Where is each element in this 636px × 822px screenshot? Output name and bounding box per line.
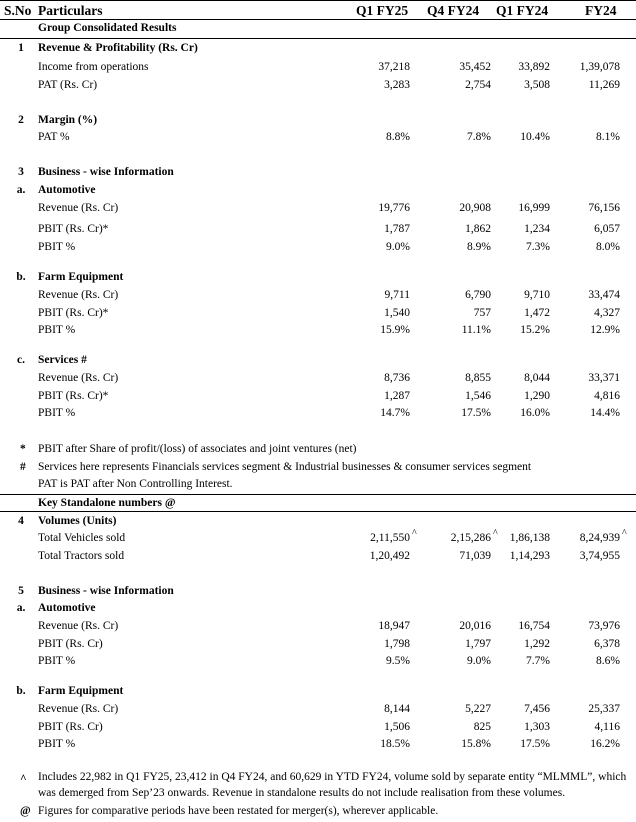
cell-q1fy25: 1,540 — [384, 307, 410, 319]
row-label: Revenue (Rs. Cr) — [38, 703, 119, 715]
subsection-title: Services # — [38, 354, 87, 366]
section-2-row — [0, 112, 636, 129]
cell-q4fy24: 35,452 — [459, 61, 491, 73]
table-row — [0, 59, 636, 76]
cell-fy24: 1,39,078 — [579, 61, 620, 73]
cell-fy24: 25,337 — [588, 703, 620, 715]
cell-q4fy24: 15.8% — [461, 738, 491, 750]
cell-q1fy24: 1,290 — [524, 390, 550, 402]
cell-q1fy24: 1,292 — [524, 638, 550, 650]
caret-marker: ^ — [622, 528, 627, 539]
subsection-title: Automotive — [38, 184, 96, 196]
section-number: 4 — [18, 515, 24, 527]
cell-q1fy24: 1,14,293 — [509, 550, 550, 562]
standalone-title-row — [0, 494, 636, 512]
cell-fy24: 3,74,955 — [579, 550, 620, 562]
cell-q1fy24: 16,754 — [518, 620, 550, 632]
table-header — [0, 0, 636, 20]
table-row — [0, 221, 636, 238]
row-label: Revenue (Rs. Cr) — [38, 289, 119, 301]
table-row — [0, 305, 636, 322]
section-title: Margin (%) — [38, 114, 98, 126]
section-5-row — [0, 583, 636, 600]
cell-q1fy24: 7.3% — [526, 241, 550, 253]
cell-q1fy24: 7.7% — [526, 655, 550, 667]
cell-q4fy24: 8.9% — [467, 241, 491, 253]
cell-q4fy24: 7.8% — [467, 131, 491, 143]
cell-q1fy25: 1,787 — [384, 223, 410, 235]
cell-q1fy24: 17.5% — [520, 738, 550, 750]
cell-q4fy24: 757 — [473, 307, 491, 319]
sno-header: S.No — [4, 3, 32, 18]
row-label: PBIT (Rs. Cr) — [38, 638, 103, 650]
cell-fy24: 16.2% — [590, 738, 620, 750]
col-q4fy24-header: Q4 FY24 — [427, 3, 480, 18]
table-row — [0, 388, 636, 405]
table-row — [0, 719, 636, 736]
row-label: PBIT % — [38, 655, 76, 667]
cell-q1fy25: 8,144 — [384, 703, 410, 715]
footnote-text: was demerged from Sep’23 onwards. Revenue in standalone results do not include realisation from these volumes. — [38, 787, 566, 799]
footnote-symbol: # — [20, 461, 26, 473]
table-row — [0, 370, 636, 387]
cell-q1fy25: 2,11,550 — [370, 532, 410, 544]
cell-q1fy24: 9,710 — [524, 289, 550, 301]
row-label: PBIT % — [38, 324, 76, 336]
row-label: Total Tractors sold — [38, 550, 125, 562]
footnote-text: PBIT after Share of profit/(loss) of associates and joint ventures (net) — [38, 443, 357, 455]
table-row — [0, 636, 636, 653]
col-q1fy25-header: Q1 FY25 — [356, 3, 409, 18]
subsection-letter: b. — [16, 271, 26, 283]
cell-fy24: 6,057 — [594, 223, 620, 235]
cell-fy24: 12.9% — [590, 324, 620, 336]
section-title: Business - wise Information — [38, 585, 174, 597]
row-label: PBIT (Rs. Cr) — [38, 721, 103, 733]
subsection-b-row — [0, 269, 636, 286]
cell-fy24: 8.0% — [596, 241, 620, 253]
row-label: PBIT (Rs. Cr)* — [38, 390, 109, 402]
cell-q1fy25: 1,798 — [384, 638, 410, 650]
table-row — [0, 129, 636, 146]
subsection-letter: a. — [16, 602, 26, 614]
row-label: Revenue (Rs. Cr) — [38, 620, 119, 632]
cell-q1fy25: 1,287 — [384, 390, 410, 402]
table-row — [0, 618, 636, 635]
footnote-text: Services here represents Financials services segment & Industrial businesses & consumer services segment — [38, 461, 532, 473]
caret-marker: ^ — [493, 528, 498, 539]
col-q1fy24-header: Q1 FY24 — [496, 3, 549, 18]
cell-q4fy24: 1,797 — [465, 638, 491, 650]
cell-q1fy25: 18,947 — [378, 620, 410, 632]
footnote — [0, 804, 636, 819]
cell-fy24: 33,371 — [588, 372, 620, 384]
table-row — [0, 200, 636, 217]
cell-fy24: 73,976 — [588, 620, 620, 632]
row-label: PAT % — [38, 131, 70, 143]
cell-q1fy24: 16.0% — [520, 407, 550, 419]
section-1-row — [0, 40, 636, 57]
cell-q4fy24: 1,546 — [465, 390, 491, 402]
footnote-text: Figures for comparative periods have been restated for merger(s), wherever applicable. — [38, 805, 439, 817]
cell-q4fy24: 11.1% — [461, 324, 491, 336]
cell-q1fy24: 15.2% — [520, 324, 550, 336]
section-number: 3 — [18, 166, 24, 178]
row-label: PBIT (Rs. Cr)* — [38, 307, 109, 319]
table-row — [0, 287, 636, 304]
table-row — [0, 405, 636, 422]
footnote-text: Includes 22,982 in Q1 FY25, 23,412 in Q4 FY24, and 60,629 in YTD FY24, volume sold by separate entity “MLMML”, which — [38, 771, 627, 783]
particulars-header: Particulars — [38, 3, 103, 18]
table-row — [0, 653, 636, 670]
footnote — [0, 460, 636, 475]
table-row — [0, 77, 636, 94]
footnote-symbol: ^ — [20, 773, 27, 785]
cell-fy24: 4,116 — [594, 721, 620, 733]
subsection-a-row — [0, 600, 636, 617]
cell-q1fy25: 8.8% — [386, 131, 410, 143]
cell-q1fy24: 1,86,138 — [509, 532, 550, 544]
row-label: PBIT % — [38, 738, 76, 750]
section-number: 2 — [18, 114, 24, 126]
cell-q1fy25: 9.5% — [386, 655, 410, 667]
row-label: PBIT % — [38, 241, 76, 253]
cell-q1fy25: 14.7% — [380, 407, 410, 419]
caret-marker: ^ — [412, 528, 417, 539]
cell-fy24: 4,816 — [594, 390, 620, 402]
footnote — [0, 442, 636, 457]
section-4-row — [0, 513, 636, 530]
cell-q1fy25: 19,776 — [378, 202, 410, 214]
cell-fy24: 8.1% — [596, 131, 620, 143]
cell-fy24: 8,24,939 — [579, 532, 620, 544]
cell-fy24: 6,378 — [594, 638, 620, 650]
subsection-c-row — [0, 352, 636, 369]
cell-fy24: 33,474 — [588, 289, 620, 301]
footnote-symbol: @ — [20, 805, 31, 817]
table-row — [0, 736, 636, 753]
group-title: Group Consolidated Results — [38, 22, 177, 34]
cell-q1fy25: 9.0% — [386, 241, 410, 253]
cell-q1fy24: 1,234 — [524, 223, 550, 235]
footnote-text: PAT is PAT after Non Controlling Interest. — [38, 478, 233, 490]
cell-q1fy24: 16,999 — [518, 202, 550, 214]
cell-q4fy24: 20,016 — [459, 620, 491, 632]
subsection-letter: b. — [16, 685, 26, 697]
subsection-title: Farm Equipment — [38, 271, 124, 283]
row-label: Revenue (Rs. Cr) — [38, 372, 119, 384]
row-label: Revenue (Rs. Cr) — [38, 202, 119, 214]
row-label: PBIT (Rs. Cr)* — [38, 223, 109, 235]
cell-q1fy25: 8,736 — [384, 372, 410, 384]
cell-q1fy25: 1,20,492 — [369, 550, 410, 562]
row-label: PBIT % — [38, 407, 76, 419]
cell-q1fy24: 33,892 — [518, 61, 550, 73]
cell-q4fy24: 2,15,286 — [450, 532, 491, 544]
section-title: Revenue & Profitability (Rs. Cr) — [38, 42, 198, 54]
cell-q4fy24: 5,227 — [465, 703, 491, 715]
cell-q4fy24: 6,790 — [465, 289, 491, 301]
cell-q1fy24: 7,456 — [524, 703, 550, 715]
cell-q4fy24: 71,039 — [459, 550, 491, 562]
cell-q4fy24: 8,855 — [465, 372, 491, 384]
row-label: Income from operations — [38, 61, 149, 73]
cell-fy24: 4,327 — [594, 307, 620, 319]
subsection-title: Automotive — [38, 602, 96, 614]
group-title-row — [0, 20, 636, 39]
section-title: Business - wise Information — [38, 166, 174, 178]
cell-q4fy24: 825 — [473, 721, 491, 733]
table-row — [0, 239, 636, 256]
cell-q4fy24: 9.0% — [467, 655, 491, 667]
cell-fy24: 76,156 — [588, 202, 620, 214]
subsection-title: Farm Equipment — [38, 685, 124, 697]
section-number: 1 — [18, 42, 24, 54]
table-row — [0, 322, 636, 339]
section-number: 5 — [18, 585, 24, 597]
footnote-symbol: * — [20, 443, 26, 455]
table-row — [0, 548, 636, 565]
cell-q1fy24: 1,303 — [524, 721, 550, 733]
cell-q1fy24: 8,044 — [524, 372, 550, 384]
table-row — [0, 701, 636, 718]
subsection-a-row — [0, 182, 636, 199]
row-label: Total Vehicles sold — [38, 532, 126, 544]
cell-q4fy24: 1,862 — [465, 223, 491, 235]
cell-q1fy24: 10.4% — [520, 131, 550, 143]
cell-q1fy25: 3,283 — [384, 79, 410, 91]
section-title: Volumes (Units) — [38, 515, 117, 527]
subsection-b-row — [0, 683, 636, 700]
cell-q1fy25: 9,711 — [384, 289, 410, 301]
cell-fy24: 8.6% — [596, 655, 620, 667]
col-fy24-header: FY24 — [585, 3, 617, 18]
cell-fy24: 14.4% — [590, 407, 620, 419]
cell-q1fy25: 18.5% — [380, 738, 410, 750]
cell-q1fy25: 1,506 — [384, 721, 410, 733]
table-row — [0, 530, 636, 547]
subsection-letter: a. — [16, 184, 26, 196]
section-3-row — [0, 164, 636, 181]
row-label: PAT (Rs. Cr) — [38, 79, 98, 91]
footnote — [0, 477, 636, 492]
cell-q1fy25: 37,218 — [378, 61, 410, 73]
cell-q1fy24: 3,508 — [524, 79, 550, 91]
subsection-letter: c. — [17, 354, 25, 366]
cell-q4fy24: 17.5% — [461, 407, 491, 419]
cell-q4fy24: 2,754 — [465, 79, 491, 91]
cell-fy24: 11,269 — [588, 79, 620, 91]
cell-q4fy24: 20,908 — [459, 202, 491, 214]
cell-q1fy25: 15.9% — [380, 324, 410, 336]
cell-q1fy24: 1,472 — [524, 307, 550, 319]
footnote — [0, 770, 636, 802]
standalone-title: Key Standalone numbers @ — [38, 497, 176, 509]
